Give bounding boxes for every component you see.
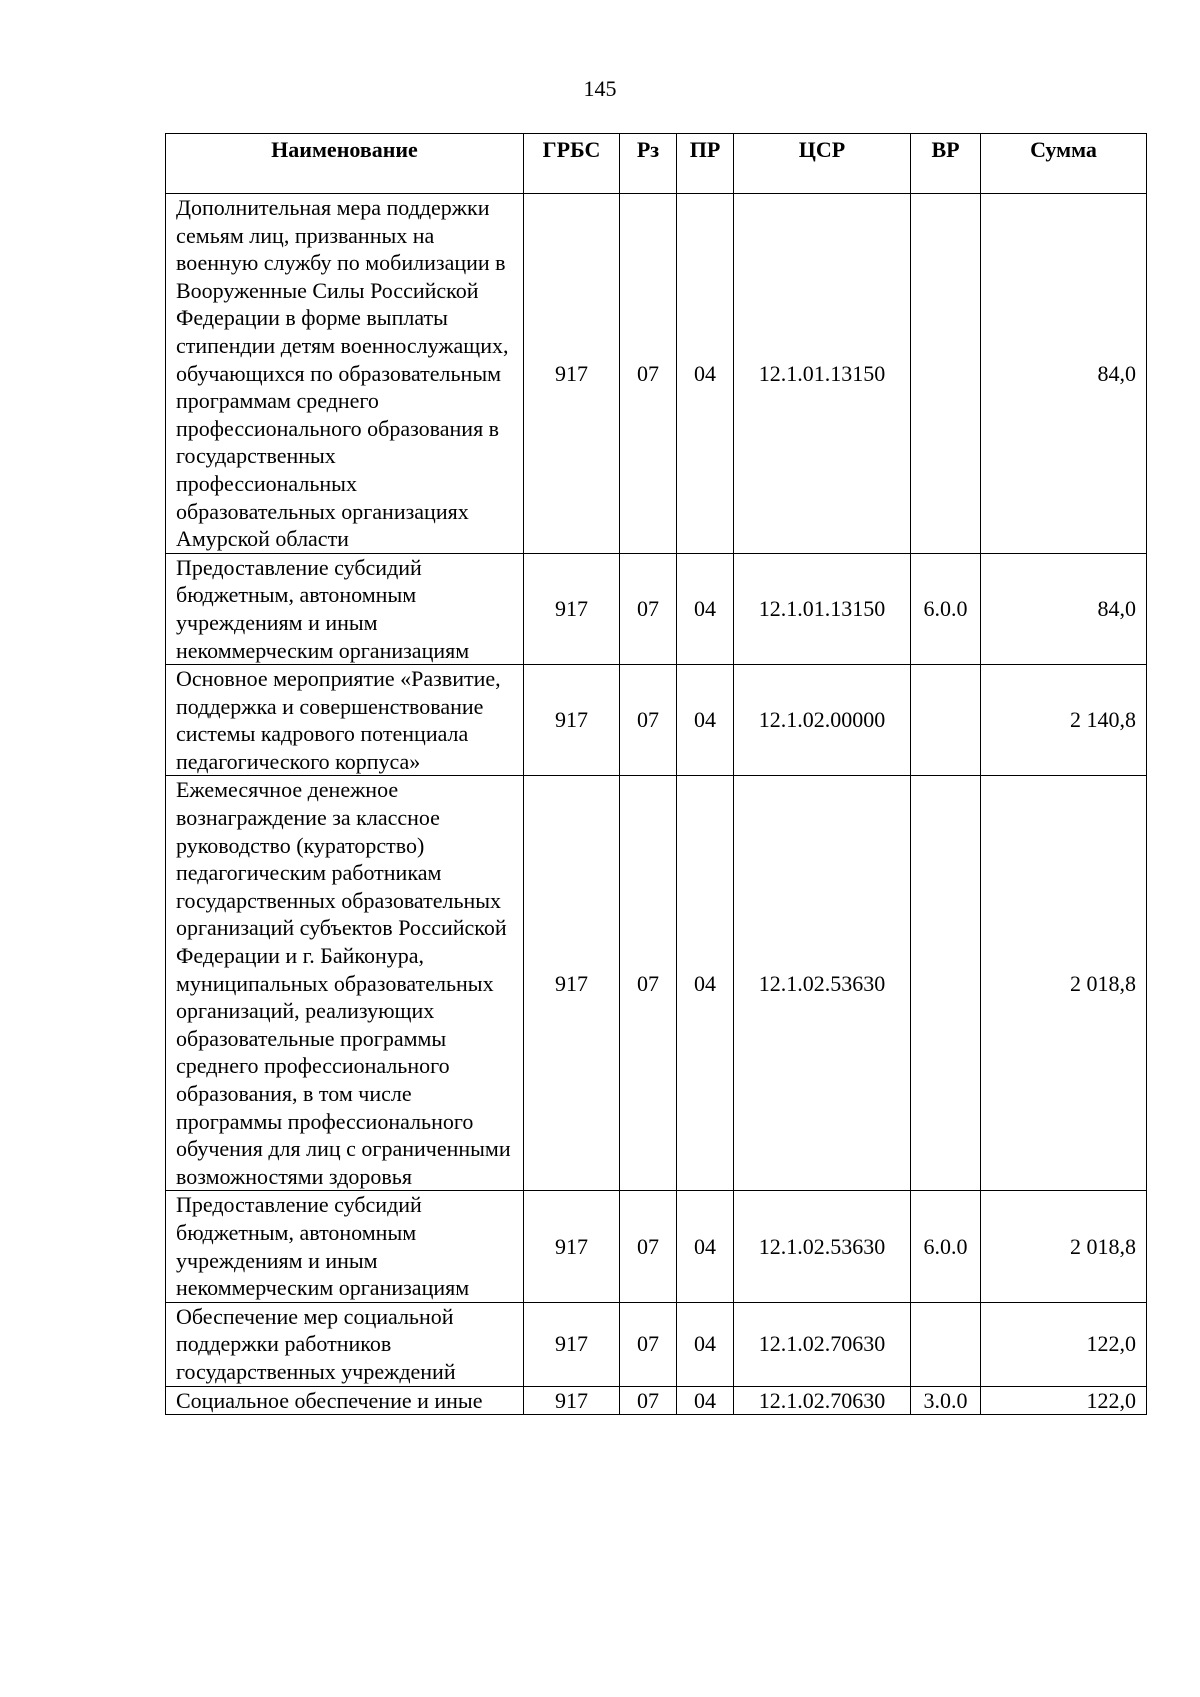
cell-name: Ежемесячное денежное вознаграждение за классное руководство (кураторство) педагогическим работникам государственных образовательных организаций субъектов Российской Федерации и г. Байконура, муниципальных образовательных организаций, реализующих образовательные программы среднего профессионального образования, в том числе программы профессионального обучения для лиц с ограниченными возможностями здоровья: [166, 776, 524, 1191]
header-csr: ЦСР: [734, 134, 911, 194]
table-header: [166, 134, 1147, 194]
cell-sum: 122,0: [981, 1386, 1147, 1415]
page-number: 145: [583, 76, 617, 101]
cell-name: Дополнительная мера поддержки семьям лиц, призванных на военную службу по мобилизации в Вооруженные Силы Российской Федерации в форме выплаты стипендии детям военнослужащих, обучающихся по образовательным программам среднего профессионального образования в государственных профессиональных образовательных организациях Амурской области: [166, 194, 524, 554]
cell-csr: 12.1.02.70630: [734, 1302, 911, 1386]
cell-rz: 07: [620, 553, 677, 664]
header-vr: ВР: [911, 134, 981, 194]
cell-grbs: 917: [524, 665, 620, 776]
cell-csr: 12.1.02.00000: [734, 665, 911, 776]
table-row: [166, 1386, 1147, 1415]
cell-grbs: 917: [524, 553, 620, 664]
cell-grbs: 917: [524, 1302, 620, 1386]
cell-rz: 07: [620, 1191, 677, 1302]
cell-pr: 04: [677, 1302, 734, 1386]
cell-sum: 2 140,8: [981, 665, 1147, 776]
cell-sum: 2 018,8: [981, 776, 1147, 1191]
cell-rz: 07: [620, 1386, 677, 1415]
table-row: [166, 553, 1147, 664]
cell-name: Социальное обеспечение и иные: [166, 1386, 524, 1415]
header-sum: Сумма: [981, 134, 1147, 194]
cell-pr: 04: [677, 665, 734, 776]
cell-grbs: 917: [524, 1386, 620, 1415]
cell-rz: 07: [620, 665, 677, 776]
cell-rz: 07: [620, 776, 677, 1191]
cell-rz: 07: [620, 1302, 677, 1386]
cell-grbs: 917: [524, 1191, 620, 1302]
cell-csr: 12.1.01.13150: [734, 553, 911, 664]
header-row: [166, 134, 1147, 194]
cell-sum: 84,0: [981, 553, 1147, 664]
cell-vr: 6.0.0: [911, 553, 981, 664]
cell-grbs: 917: [524, 776, 620, 1191]
header-rz: Рз: [620, 134, 677, 194]
cell-csr: 12.1.02.53630: [734, 776, 911, 1191]
cell-rz: 07: [620, 194, 677, 554]
cell-vr: [911, 776, 981, 1191]
cell-csr: 12.1.01.13150: [734, 194, 911, 554]
cell-sum: 122,0: [981, 1302, 1147, 1386]
cell-vr: 6.0.0: [911, 1191, 981, 1302]
cell-csr: 12.1.02.70630: [734, 1386, 911, 1415]
cell-pr: 04: [677, 1386, 734, 1415]
cell-vr: [911, 194, 981, 554]
cell-vr: [911, 665, 981, 776]
table-row: [166, 194, 1147, 554]
cell-pr: 04: [677, 1191, 734, 1302]
header-grbs: ГРБС: [524, 134, 620, 194]
cell-csr: 12.1.02.53630: [734, 1191, 911, 1302]
cell-sum: 2 018,8: [981, 1191, 1147, 1302]
cell-pr: 04: [677, 553, 734, 664]
cell-sum: 84,0: [981, 194, 1147, 554]
header-name: Наименование: [166, 134, 524, 194]
cell-pr: 04: [677, 194, 734, 554]
cell-grbs: 917: [524, 194, 620, 554]
cell-pr: 04: [677, 776, 734, 1191]
table-row: [166, 1302, 1147, 1386]
table-row: [166, 665, 1147, 776]
budget-table: [165, 133, 1147, 1415]
cell-name: Основное мероприятие «Развитие, поддержка и совершенствование системы кадрового потенциала педагогического корпуса»: [166, 665, 524, 776]
table-row: [166, 1191, 1147, 1302]
header-pr: ПР: [677, 134, 734, 194]
cell-vr: 3.0.0: [911, 1386, 981, 1415]
cell-vr: [911, 1302, 981, 1386]
cell-name: Предоставление субсидий бюджетным, автономным учреждениям и иным некоммерческим организациям: [166, 553, 524, 664]
cell-name: Обеспечение мер социальной поддержки работников государственных учреждений: [166, 1302, 524, 1386]
table-row: [166, 776, 1147, 1191]
cell-name: Предоставление субсидий бюджетным, автономным учреждениям и иным некоммерческим организациям: [166, 1191, 524, 1302]
table-body: [166, 194, 1147, 1415]
